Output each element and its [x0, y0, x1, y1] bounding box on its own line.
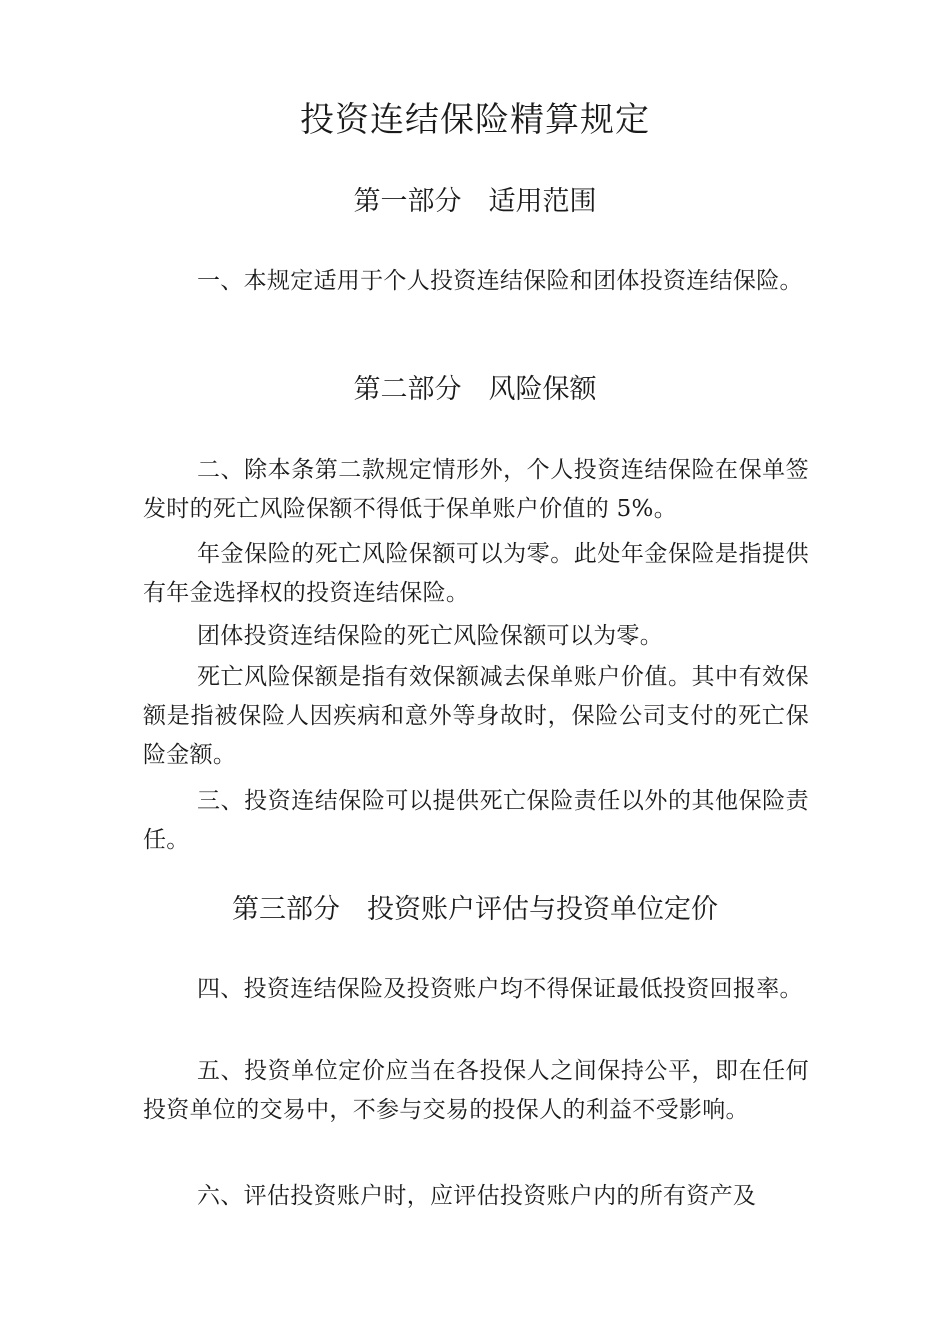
section-heading-part2: 第二部分 风险保额: [353, 374, 597, 405]
paragraph-clause-1: 一、本规定适用于个人投资连结保险和团体投资连结保险。: [197, 268, 803, 294]
paragraph-clause-3: 三、投资连结保险可以提供死亡保险责任以外的其他保险责任。: [143, 788, 809, 853]
paragraph-definition: 死亡风险保额是指有效保额减去保单账户价值。其中有效保额是指被保险人因疾病和意外等身故时，保险公司支付的死亡保险金额。: [143, 664, 809, 768]
document-title: 投资连结保险精算规定: [300, 100, 650, 140]
paragraph-group-note: 团体投资连结保险的死亡风险保额可以为零。: [197, 623, 663, 649]
section-heading-part1: 第一部分 适用范围: [353, 186, 597, 217]
paragraph-clause-5: 五、投资单位定价应当在各投保人之间保持公平，即在任何投资单位的交易中，不参与交易的投保人的利益不受影响。: [143, 1058, 809, 1123]
paragraph-clause-2: 二、除本条第二款规定情形外，个人投资连结保险在保单签发时的死亡风险保额不得低于保单账户价值的 5%。: [143, 457, 809, 522]
paragraph-annuity-note: 年金保险的死亡风险保额可以为零。此处年金保险是指提供有年金选择权的投资连结保险。: [143, 541, 809, 606]
section-heading-part3: 第三部分 投资账户评估与投资单位定价: [232, 894, 718, 925]
paragraph-clause-4: 四、投资连结保险及投资账户均不得保证最低投资回报率。: [197, 976, 803, 1002]
paragraph-clause-6: 六、评估投资账户时，应评估投资账户内的所有资产及: [197, 1183, 757, 1209]
